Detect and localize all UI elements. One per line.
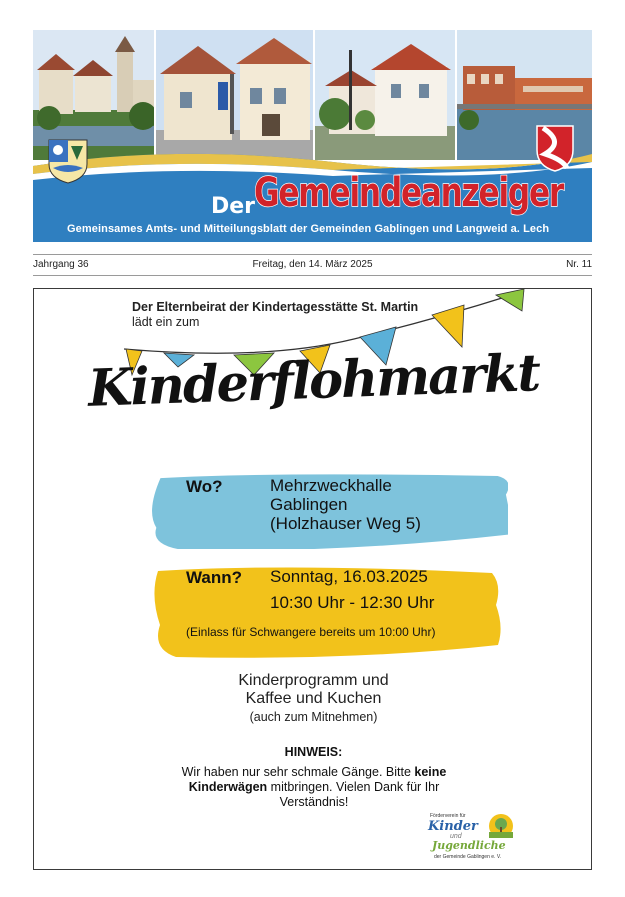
issue-number: Nr. 11 xyxy=(566,259,592,270)
intro-line-1: Der Elternbeirat der Kindertagesstätte St. Martin xyxy=(132,300,419,314)
gablingen-crest-icon xyxy=(47,138,89,184)
issue-volume: Jahrgang 36 xyxy=(33,259,89,270)
intro-line-2: lädt ein zum xyxy=(132,315,200,329)
notice-text xyxy=(164,765,464,810)
langweid-crest-icon xyxy=(535,124,575,172)
program-line-2: Kaffee und Kuchen xyxy=(245,690,382,707)
program-line-3: (auch zum Mitnehmen) xyxy=(249,710,378,724)
early-entry-note: (Einlass für Schwangere bereits um 10:00 Uhr) xyxy=(186,625,436,639)
notice-heading: HINWEIS: xyxy=(284,745,343,759)
logo-kinder: Kinder xyxy=(428,819,478,834)
program-line-1: Kinderprogramm und xyxy=(238,672,389,689)
issue-info-bar xyxy=(33,254,592,276)
masthead xyxy=(33,30,592,242)
sun-tree-icon xyxy=(488,813,514,839)
photo-white-building xyxy=(315,30,455,160)
notice-bold-1: keine xyxy=(414,765,447,779)
photo-town-hall xyxy=(156,30,313,160)
flea-market-poster xyxy=(33,288,592,870)
notice-part-2: mitbringen. Vielen Dank für Ihr Verständnis! xyxy=(267,780,440,809)
issue-date: Freitag, den 14. März 2025 xyxy=(252,259,373,270)
when-date: Sonntag, 16.03.2025 xyxy=(270,567,428,586)
foerderverein-logo xyxy=(428,813,518,865)
where-line-2: Gablingen xyxy=(270,495,348,514)
where-label: Wo? xyxy=(186,477,223,496)
logo-und: und xyxy=(450,833,462,840)
when-time: 10:30 Uhr - 12:30 Uhr xyxy=(270,593,435,612)
when-label: Wann? xyxy=(186,568,243,587)
notice-part-1: Wir haben nur sehr schmale Gänge. Bitte xyxy=(181,765,415,779)
publication-title: Gemeindeanzeiger xyxy=(254,170,564,216)
where-line-1: Mehrzweckhalle xyxy=(270,476,392,495)
where-line-3: (Holzhauser Weg 5) xyxy=(270,514,421,533)
logo-bottom-line: der Gemeinde Gablingen e. V. xyxy=(434,854,502,860)
publication-subtitle: Gemeinsames Amts- und Mitteilungsblatt der Gemeinden Gablingen und Langweid a. Lech xyxy=(67,223,550,235)
title-prefix: Der xyxy=(211,194,256,219)
logo-jugendliche: Jugendliche xyxy=(432,839,506,852)
poster-title: Kinderflohmarkt xyxy=(87,343,540,419)
logo-line-1: Förderverein für xyxy=(430,813,466,819)
notice-bold-2: Kinderwägen xyxy=(188,780,268,794)
